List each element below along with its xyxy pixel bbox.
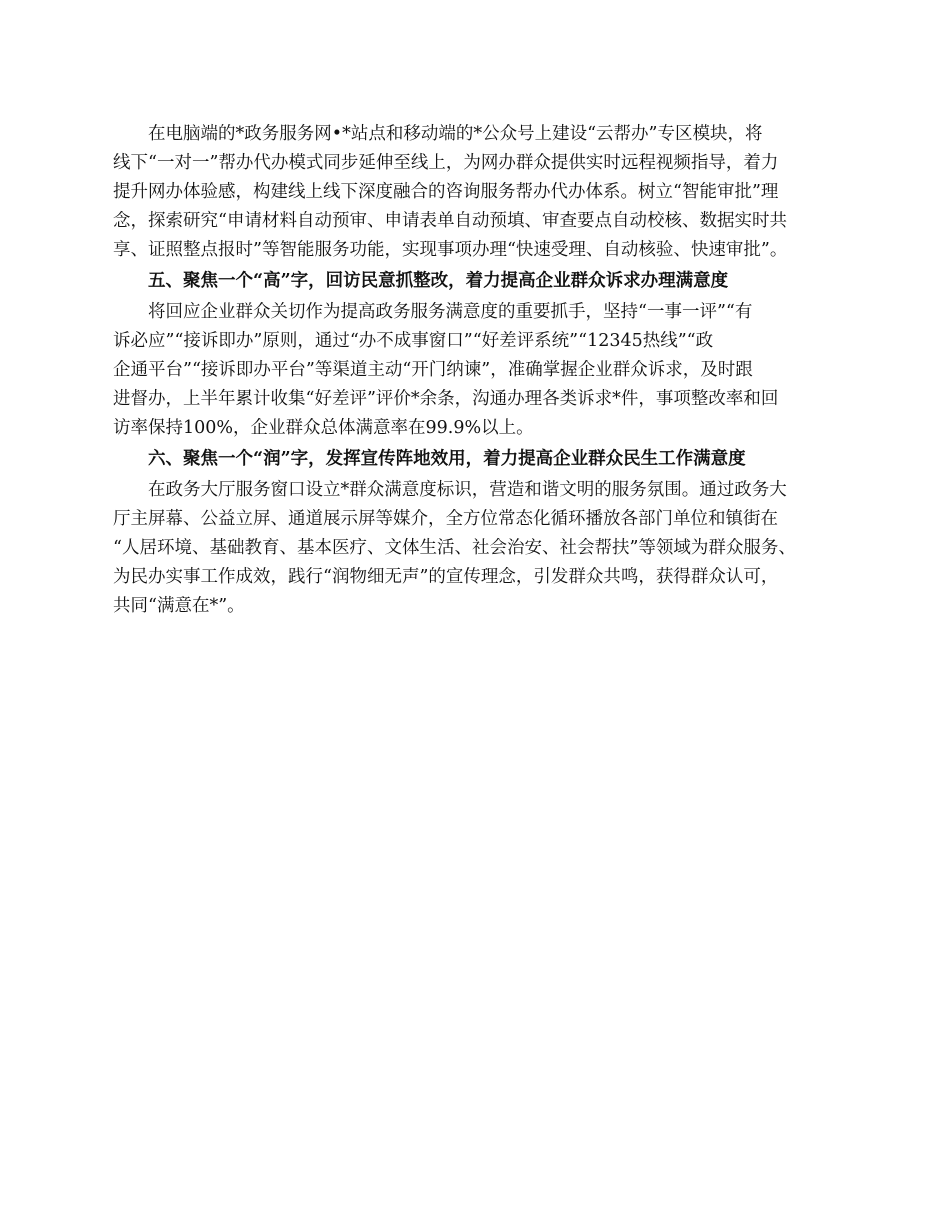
paragraph-line: 在政务大厅服务窗口设立*群众满意度标识，营造和谐文明的服务氛围。通过政务大 xyxy=(148,480,787,500)
paragraph-cloud-service xyxy=(113,120,847,265)
paragraph-line: 共同“满意在*”。 xyxy=(113,596,245,616)
paragraph-publicity xyxy=(113,476,847,621)
paragraph-line: 线下“一对一”帮办代办模式同步延伸至线上，为网办群众提供实时远程视频指导，着力 xyxy=(113,153,779,173)
paragraph-line: 诉必应”“接诉即办”原则，通过“办不成事窗口”“好差评系统”“12345热线”“政 xyxy=(113,331,714,351)
paragraph-line: 厅主屏幕、公益立屏、通道展示屏等媒介，全方位常态化循环播放各部门单位和镇街在 xyxy=(113,509,778,529)
document-page xyxy=(113,120,847,621)
section-heading-6: 六、聚焦一个“润”字，发挥宣传阵地效用，着力提高企业群众民生工作满意度 xyxy=(148,449,746,469)
paragraph-line: 进督办，上半年累计收集“好差评”评价*余条，沟通办理各类诉求*件，事项整改率和回 xyxy=(113,389,779,409)
paragraph-line: 提升网办体验感，构建线上线下深度融合的咨询服务帮办代办体系。树立“智能审批”理 xyxy=(113,182,779,202)
paragraph-line: “人居环境、基础教育、基本医疗、文体生活、社会治安、社会帮扶”等领域为群众服务、 xyxy=(113,538,796,558)
paragraph-line: 享、证照整点报时”等智能服务功能，实现事项办理“快速受理、自动核验、快速审批”。 xyxy=(113,240,788,260)
paragraph-line: 为民办实事工作成效，践行“润物细无声”的宣传理念，引发群众共鸣，获得群众认可， xyxy=(113,567,779,587)
paragraph-line: 念，探索研究“申请材料自动预审、申请表单自动预填、审查要点自动校核、数据实时共 xyxy=(113,211,787,231)
paragraph-line: 企通平台”“接诉即办平台”等渠道主动“开门纳谏”，准确掌握企业群众诉求，及时跟 xyxy=(113,360,753,380)
paragraph-line: 访率保持100%，企业群众总体满意率在99.9%以上。 xyxy=(113,418,534,438)
section-heading-5: 五、聚焦一个“高”字，回访民意抓整改，着力提高企业群众诉求办理满意度 xyxy=(148,271,729,291)
paragraph-line: 在电脑端的*政务服务网•*站点和移动端的*公众号上建设“云帮办”专区模块，将 xyxy=(148,124,763,144)
paragraph-feedback xyxy=(113,298,847,443)
paragraph-line: 将回应企业群众关切作为提高政务服务满意度的重要抓手，坚持“一事一评”“有 xyxy=(148,302,753,322)
